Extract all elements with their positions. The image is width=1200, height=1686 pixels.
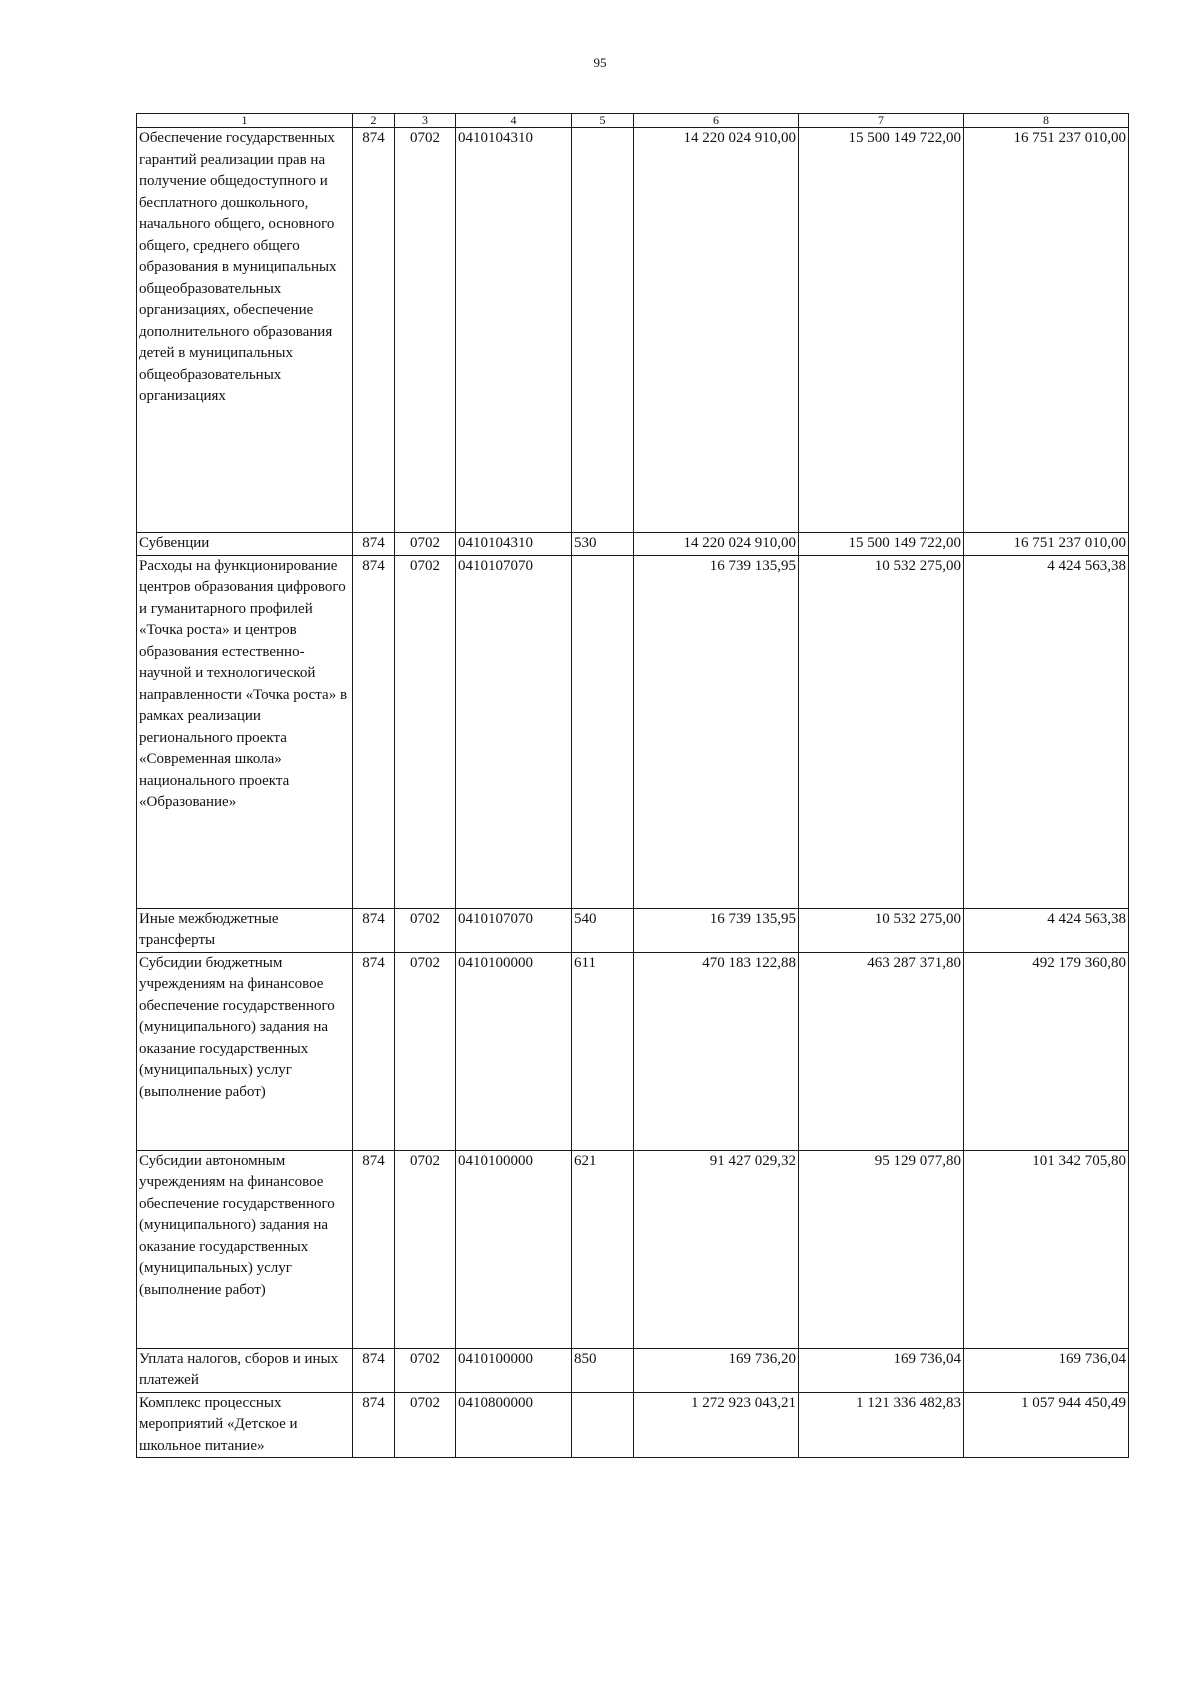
row-col8: 16 751 237 010,00	[964, 533, 1129, 556]
row-col2: 874	[353, 1150, 395, 1348]
row-col5	[572, 555, 634, 908]
row-col5: 540	[572, 908, 634, 952]
row-col6: 169 736,20	[634, 1348, 799, 1392]
column-header-1: 1	[137, 114, 353, 128]
row-name: Обеспечение государственных гарантий реализации прав на получение общедоступного и бесплатного дошкольного, начального общего, основного общего, среднего общего образования в муниципальных общеобразовательных организациях, обеспечение дополнительного образования детей в муниципальных общеобразовательных организациях	[137, 128, 353, 533]
row-col6: 470 183 122,88	[634, 952, 799, 1150]
row-col7: 15 500 149 722,00	[799, 128, 964, 533]
row-col2: 874	[353, 952, 395, 1150]
row-col3: 0702	[395, 1150, 456, 1348]
row-col4: 0410100000	[456, 1150, 572, 1348]
table-row	[137, 952, 1129, 1150]
row-col8: 101 342 705,80	[964, 1150, 1129, 1348]
table-row	[137, 1348, 1129, 1392]
row-col8: 16 751 237 010,00	[964, 128, 1129, 533]
row-name: Субсидии автономным учреждениям на финансовое обеспечение государственного (муниципального) задания на оказание государственных (муниципальных) услуг (выполнение работ)	[137, 1150, 353, 1348]
row-name: Субвенции	[137, 533, 353, 556]
row-col4: 0410107070	[456, 555, 572, 908]
row-col2: 874	[353, 555, 395, 908]
row-name: Уплата налогов, сборов и иных платежей	[137, 1348, 353, 1392]
row-col5: 530	[572, 533, 634, 556]
column-header-7: 7	[799, 114, 964, 128]
budget-table	[136, 113, 1129, 1458]
row-col3: 0702	[395, 908, 456, 952]
row-col4: 0410107070	[456, 908, 572, 952]
row-col5	[572, 128, 634, 533]
row-col7: 10 532 275,00	[799, 908, 964, 952]
row-col5: 621	[572, 1150, 634, 1348]
row-col8: 4 424 563,38	[964, 908, 1129, 952]
row-col6: 1 272 923 043,21	[634, 1392, 799, 1458]
row-col2: 874	[353, 1392, 395, 1458]
row-col3: 0702	[395, 1348, 456, 1392]
row-col8: 169 736,04	[964, 1348, 1129, 1392]
row-col3: 0702	[395, 533, 456, 556]
row-col6: 16 739 135,95	[634, 555, 799, 908]
row-col5	[572, 1392, 634, 1458]
row-col3: 0702	[395, 128, 456, 533]
column-header-2: 2	[353, 114, 395, 128]
row-col8: 492 179 360,80	[964, 952, 1129, 1150]
row-col3: 0702	[395, 1392, 456, 1458]
row-col7: 95 129 077,80	[799, 1150, 964, 1348]
column-header-3: 3	[395, 114, 456, 128]
row-col2: 874	[353, 1348, 395, 1392]
row-col4: 0410104310	[456, 533, 572, 556]
row-col7: 169 736,04	[799, 1348, 964, 1392]
table-row	[137, 555, 1129, 908]
column-number-row	[137, 114, 1129, 128]
row-col3: 0702	[395, 952, 456, 1150]
row-col5: 850	[572, 1348, 634, 1392]
row-col2: 874	[353, 908, 395, 952]
page-number: 95	[593, 55, 607, 70]
row-col2: 874	[353, 533, 395, 556]
table-row	[137, 1392, 1129, 1458]
row-col3: 0702	[395, 555, 456, 908]
table-row	[137, 128, 1129, 533]
row-col5: 611	[572, 952, 634, 1150]
table-row	[137, 533, 1129, 556]
row-col4: 0410800000	[456, 1392, 572, 1458]
row-col7: 10 532 275,00	[799, 555, 964, 908]
row-col6: 16 739 135,95	[634, 908, 799, 952]
row-col8: 1 057 944 450,49	[964, 1392, 1129, 1458]
column-header-6: 6	[634, 114, 799, 128]
table-row	[137, 1150, 1129, 1348]
row-col6: 14 220 024 910,00	[634, 533, 799, 556]
row-col6: 14 220 024 910,00	[634, 128, 799, 533]
row-name: Расходы на функционирование центров образования цифрового и гуманитарного профилей «Точка роста» и центров образования естественно-научной и технологической направленности «Точка роста» в рамках реализации регионального проекта «Современная школа» национального проекта «Образование»	[137, 555, 353, 908]
column-header-4: 4	[456, 114, 572, 128]
column-header-5: 5	[572, 114, 634, 128]
row-name: Комплекс процессных мероприятий «Детское и школьное питание»	[137, 1392, 353, 1458]
row-col6: 91 427 029,32	[634, 1150, 799, 1348]
table-row	[137, 908, 1129, 952]
column-header-8: 8	[964, 114, 1129, 128]
row-name: Иные межбюджетные трансферты	[137, 908, 353, 952]
row-col7: 1 121 336 482,83	[799, 1392, 964, 1458]
row-col7: 15 500 149 722,00	[799, 533, 964, 556]
row-col4: 0410104310	[456, 128, 572, 533]
row-col4: 0410100000	[456, 952, 572, 1150]
row-col4: 0410100000	[456, 1348, 572, 1392]
row-name: Субсидии бюджетным учреждениям на финансовое обеспечение государственного (муниципального) задания на оказание государственных (муниципальных) услуг (выполнение работ)	[137, 952, 353, 1150]
row-col8: 4 424 563,38	[964, 555, 1129, 908]
row-col2: 874	[353, 128, 395, 533]
row-col7: 463 287 371,80	[799, 952, 964, 1150]
